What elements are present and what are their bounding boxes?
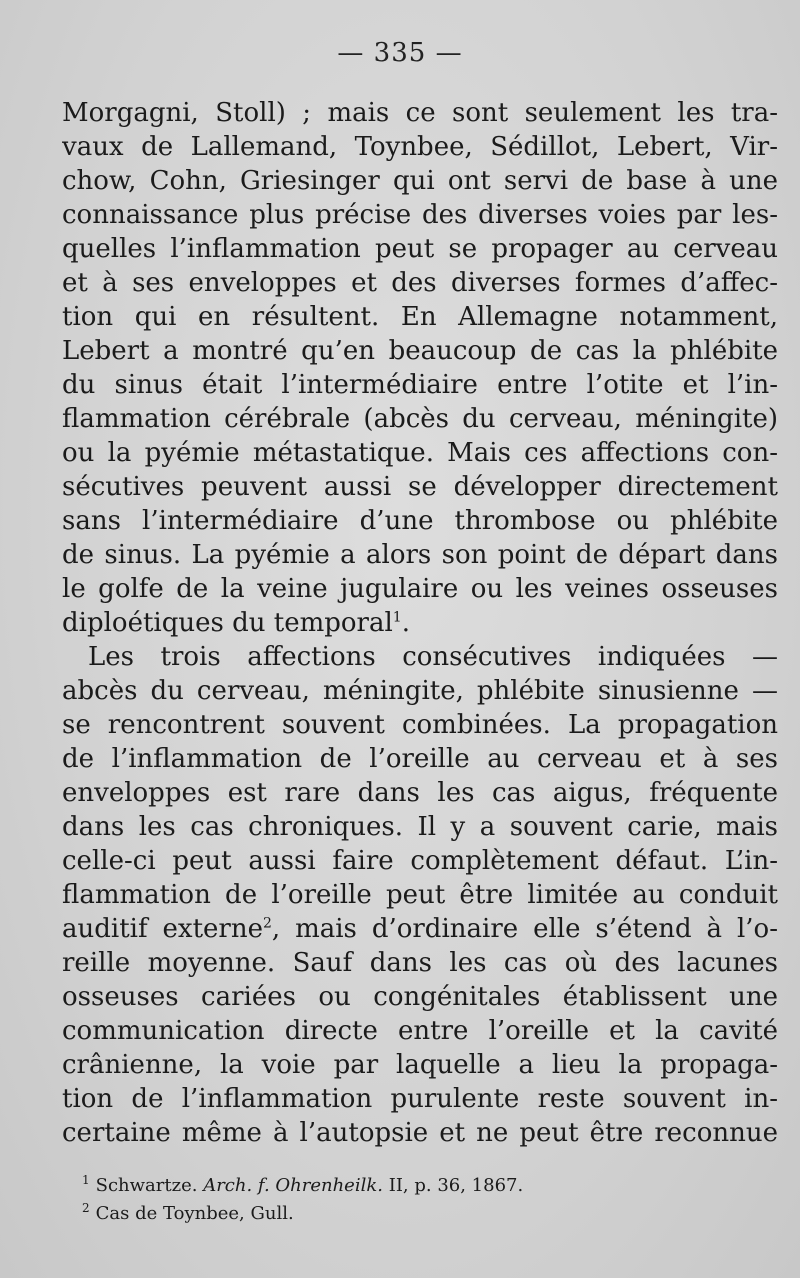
text-line (62, 708, 778, 742)
text-line-content: du sinus était l’intermédiaire entre l’otite et l’in- (62, 370, 778, 400)
text-line (62, 1048, 778, 1082)
text-line-content: se rencontrent souvent combinées. La propagation (62, 710, 778, 740)
text-line (62, 674, 778, 708)
text-line (62, 1116, 778, 1150)
text-line-content: de l’inflammation de l’oreille au cerveau et à ses (62, 744, 778, 774)
text-line-content: quelles l’inflammation peut se propager au cerveau (62, 234, 778, 264)
text-line (62, 606, 778, 640)
text-line (62, 368, 778, 402)
text-line-content: enveloppes est rare dans les cas aigus, fréquente (62, 778, 778, 808)
text-line (62, 1082, 778, 1116)
text-line-content: le golfe de la veine jugulaire ou les veines osseuses (62, 574, 778, 604)
text-line-content: auditif externe (62, 914, 263, 944)
text-line-content: celle-ci peut aussi faire complètement défaut. L’in- (62, 846, 778, 876)
text-line-content: tion qui en résultent. En Allemagne notamment, (62, 302, 778, 332)
text-line (62, 810, 778, 844)
footnote-reference: 1 (392, 609, 402, 626)
footnote-text-after: II, p. 36, 1867. (382, 1175, 524, 1196)
text-line-content: ou la pyémie métastatique. Mais ces affections con- (62, 438, 778, 468)
text-line (62, 198, 778, 232)
text-line (62, 266, 778, 300)
footnote-reference: 2 (262, 915, 272, 932)
text-line (62, 232, 778, 266)
text-line-content: sans l’intermédiaire d’une thrombose ou phlébite (62, 506, 778, 536)
text-line (62, 300, 778, 334)
text-line (62, 436, 778, 470)
text-line-content: chow, Cohn, Griesinger qui ont servi de base à une (62, 166, 778, 196)
footnote (82, 1200, 762, 1228)
text-line-content: dans les cas chroniques. Il y a souvent carie, mais (62, 812, 778, 842)
text-line (62, 402, 778, 436)
text-line-content: de sinus. La pyémie a alors son point de départ dans (62, 540, 778, 570)
text-line (62, 470, 778, 504)
text-line-content: Les trois affections consécutives indiquées — (88, 642, 778, 672)
text-line-content: crânienne, la voie par laquelle a lieu la propaga- (62, 1050, 778, 1080)
text-line-content: communication directe entre l’oreille et la cavité (62, 1016, 778, 1046)
text-line (62, 878, 778, 912)
text-line-content: sécutives peuvent aussi se développer directement (62, 472, 778, 502)
text-line-content: flammation cérébrale (abcès du cerveau, méningite) (62, 404, 778, 434)
text-line-content: reille moyenne. Sauf dans les cas où des lacunes (62, 948, 778, 978)
text-line (62, 776, 778, 810)
page-number: — 335 — (337, 38, 463, 68)
text-line-continuation: , mais d’ordinaire elle s’étend à l’o- (271, 914, 778, 944)
footnotes (82, 1172, 762, 1228)
footnote-mark: 2 (82, 1201, 90, 1215)
text-line (62, 946, 778, 980)
text-line-content: abcès du cerveau, méningite, phlébite sinusienne — (62, 676, 778, 706)
footnote-text: Cas de Toynbee, Gull. (95, 1203, 294, 1224)
text-line (62, 912, 778, 946)
text-line-content: tion de l’inflammation purulente reste souvent in- (62, 1084, 778, 1114)
footnote-mark: 1 (82, 1173, 90, 1187)
text-line (62, 538, 778, 572)
text-line (62, 164, 778, 198)
text-line-content: connaissance plus précise des diverses voies par les- (62, 200, 778, 230)
text-line-content: diploétiques du temporal (62, 608, 393, 638)
footnote-journal-title: Arch. f. Ohrenheilk. (203, 1175, 383, 1196)
text-line (62, 96, 778, 130)
text-line (62, 844, 778, 878)
text-line-content: flammation de l’oreille peut être limitée au conduit (62, 880, 778, 910)
footnote-text: Schwartze. (95, 1175, 204, 1196)
text-line (62, 640, 778, 674)
text-line-content: Lebert a montré qu’en beaucoup de cas la phlébite (62, 336, 778, 366)
text-line-content: certaine même à l’autopsie et ne peut être reconnue (62, 1118, 778, 1148)
text-line-content: Morgagni, Stoll) ; mais ce sont seulement les tra- (62, 98, 778, 128)
text-line-continuation: . (401, 608, 410, 638)
text-line (62, 742, 778, 776)
text-line-content: vaux de Lallemand, Toynbee, Sédillot, Lebert, Vir- (62, 132, 778, 162)
text-line-content: et à ses enveloppes et des diverses formes d’affec- (62, 268, 778, 298)
text-line (62, 572, 778, 606)
text-line (62, 504, 778, 538)
text-line (62, 1014, 778, 1048)
footnote (82, 1172, 762, 1200)
text-line (62, 130, 778, 164)
text-line-content: osseuses cariées ou congénitales établissent une (62, 982, 778, 1012)
text-line (62, 334, 778, 368)
text-line (62, 980, 778, 1014)
body-text (62, 96, 778, 1150)
